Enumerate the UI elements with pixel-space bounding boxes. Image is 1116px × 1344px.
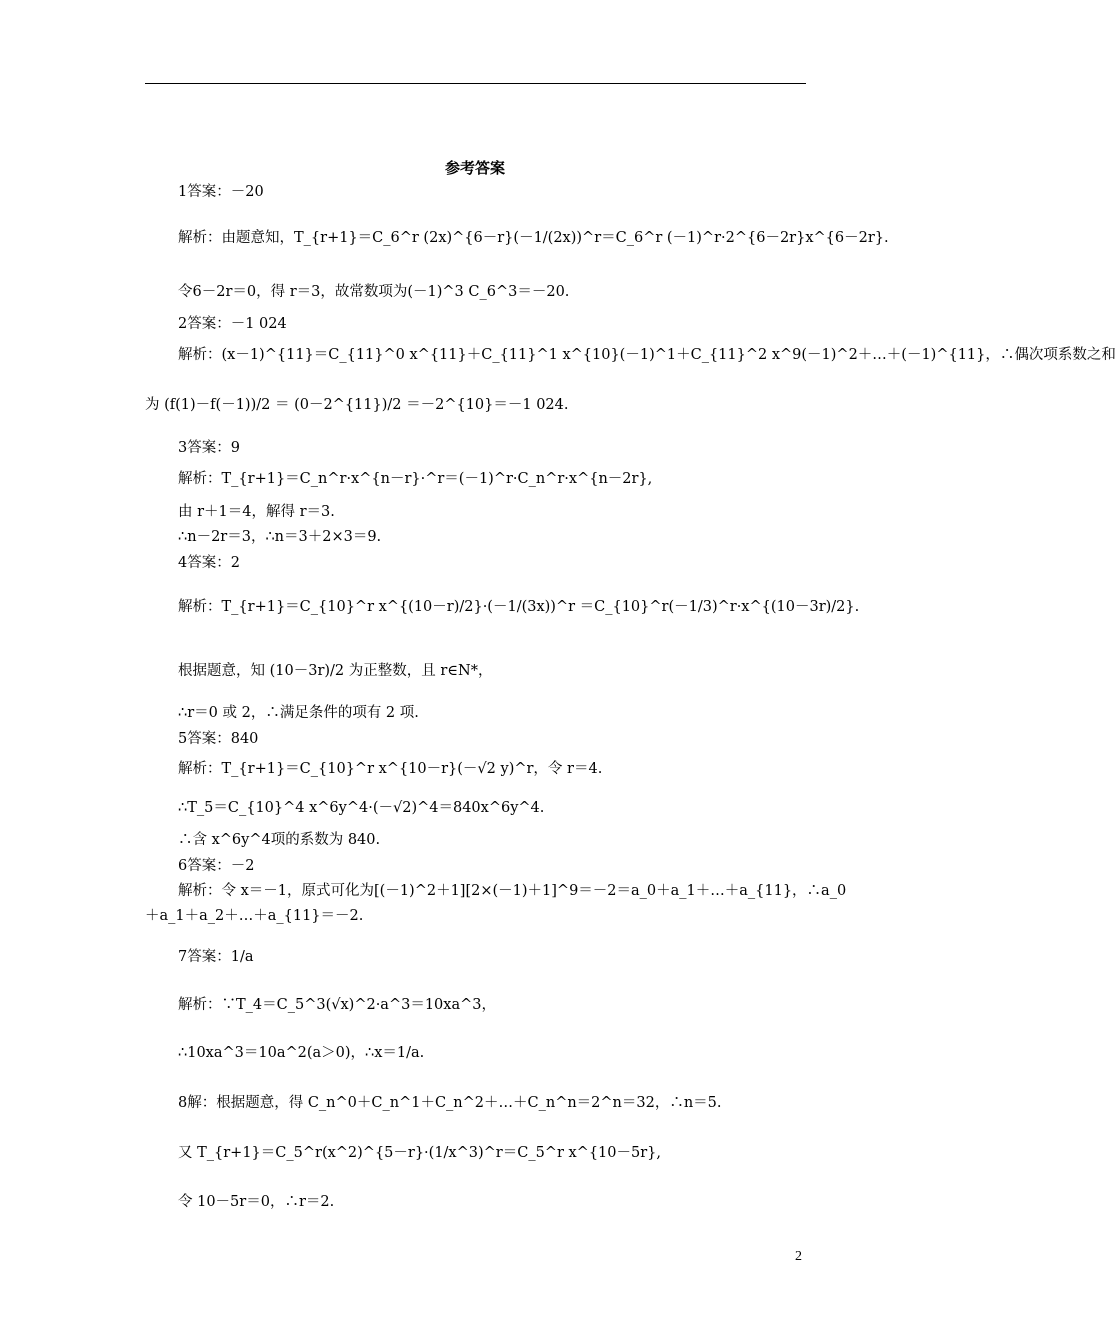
answer-8-conclusion: 令 10－5r＝0，∴r＝2. xyxy=(178,1194,335,1210)
answer-4-explanation: 解析：T_{r+1}＝C_{10}^r x^{(10－r)/2}·(－1/(3x))^r ＝C_{10}^r(－1/3)^r·x^{(10－3r)/2}. xyxy=(178,599,860,615)
answer-4-conclusion: ∴r＝0 或 2，∴满足条件的项有 2 项. xyxy=(178,705,419,721)
answer-7-explanation-cont: ∴10xa^3＝10a^2(a＞0)，∴x＝1/a. xyxy=(178,1045,425,1061)
answer-7-heading: 7答案：1/a xyxy=(178,949,254,965)
answer-8-explanation: 又 T_{r+1}＝C_5^r(x^2)^{5－r}·(1/x^3)^r＝C_5^r x^{10－5r}, xyxy=(178,1145,661,1161)
answer-6-explanation: 解析：令 x＝－1，原式可化为[(－1)^2＋1][2×(－1)＋1]^9＝－2＝a_0＋a_1＋…＋a_{11}，∴a_0 xyxy=(178,883,847,899)
page-number: 2 xyxy=(795,1249,802,1264)
answer-3-explanation: 解析：T_{r+1}＝C_n^r·x^{n－r}·^r＝(－1)^r·C_n^r·x^{n－2r}, xyxy=(178,471,653,487)
answer-8-heading: 8解：根据题意，得 C_n^0＋C_n^1＋C_n^2＋…＋C_n^n＝2^n＝32，∴n＝5. xyxy=(178,1095,722,1111)
answer-3-explanation-cont: 由 r＋1＝4，解得 r＝3. xyxy=(178,504,335,520)
answer-4-explanation-cont: 根据题意，知 (10－3r)/2 为正整数，且 r∈N*， xyxy=(178,663,493,679)
answer-2-explanation: 解析：(x－1)^{11}＝C_{11}^0 x^{11}＋C_{11}^1 x^{10}(－1)^1＋C_{11}^2 x^9(－1)^2＋…＋(－1)^{11}，∴偶次项系数之和 xyxy=(178,347,1116,363)
answer-6-explanation-cont: ＋a_1＋a_2＋…＋a_{11}＝－2. xyxy=(145,908,364,924)
answer-5-heading: 5答案：840 xyxy=(178,731,259,747)
answer-5-conclusion: ∴含 x^6y^4项的系数为 840. xyxy=(178,832,381,848)
answer-1-explanation-cont: 令6－2r＝0，得 r＝3，故常数项为(－1)^3 C_6^3＝－20. xyxy=(178,284,570,300)
answer-2-heading: 2答案：－1 024 xyxy=(178,316,287,332)
answer-2-explanation-cont: 为 (f(1)－f(－1))/2 ＝ (0－2^{11})/2 ＝－2^{10}＝－1 024. xyxy=(145,397,569,413)
answer-5-explanation-cont: ∴T_5＝C_{10}^4 x^6y^4·(－√2)^4＝840x^6y^4. xyxy=(178,800,545,816)
answer-3-conclusion: ∴n－2r＝3，∴n＝3＋2×3＝9. xyxy=(178,529,382,545)
answer-3-heading: 3答案：9 xyxy=(178,440,240,456)
answer-4-heading: 4答案：2 xyxy=(178,555,240,571)
header-rule xyxy=(145,83,806,84)
answer-7-explanation: 解析：∵T_4＝C_5^3(√x)^2·a^3＝10xa^3， xyxy=(178,997,496,1013)
answer-1-explanation: 解析：由题意知，T_{r+1}＝C_6^r (2x)^{6－r}(－1/(2x))^r＝C_6^r (－1)^r·2^{6－2r}x^{6－2r}. xyxy=(178,230,889,246)
answer-5-explanation: 解析：T_{r+1}＝C_{10}^r x^{10－r}(－√2 y)^r，令 r＝4. xyxy=(178,761,603,777)
answer-1-heading: 1答案：－20 xyxy=(178,184,264,200)
page-title: 参考答案 xyxy=(444,159,505,177)
answer-6-heading: 6答案：－2 xyxy=(178,858,255,874)
